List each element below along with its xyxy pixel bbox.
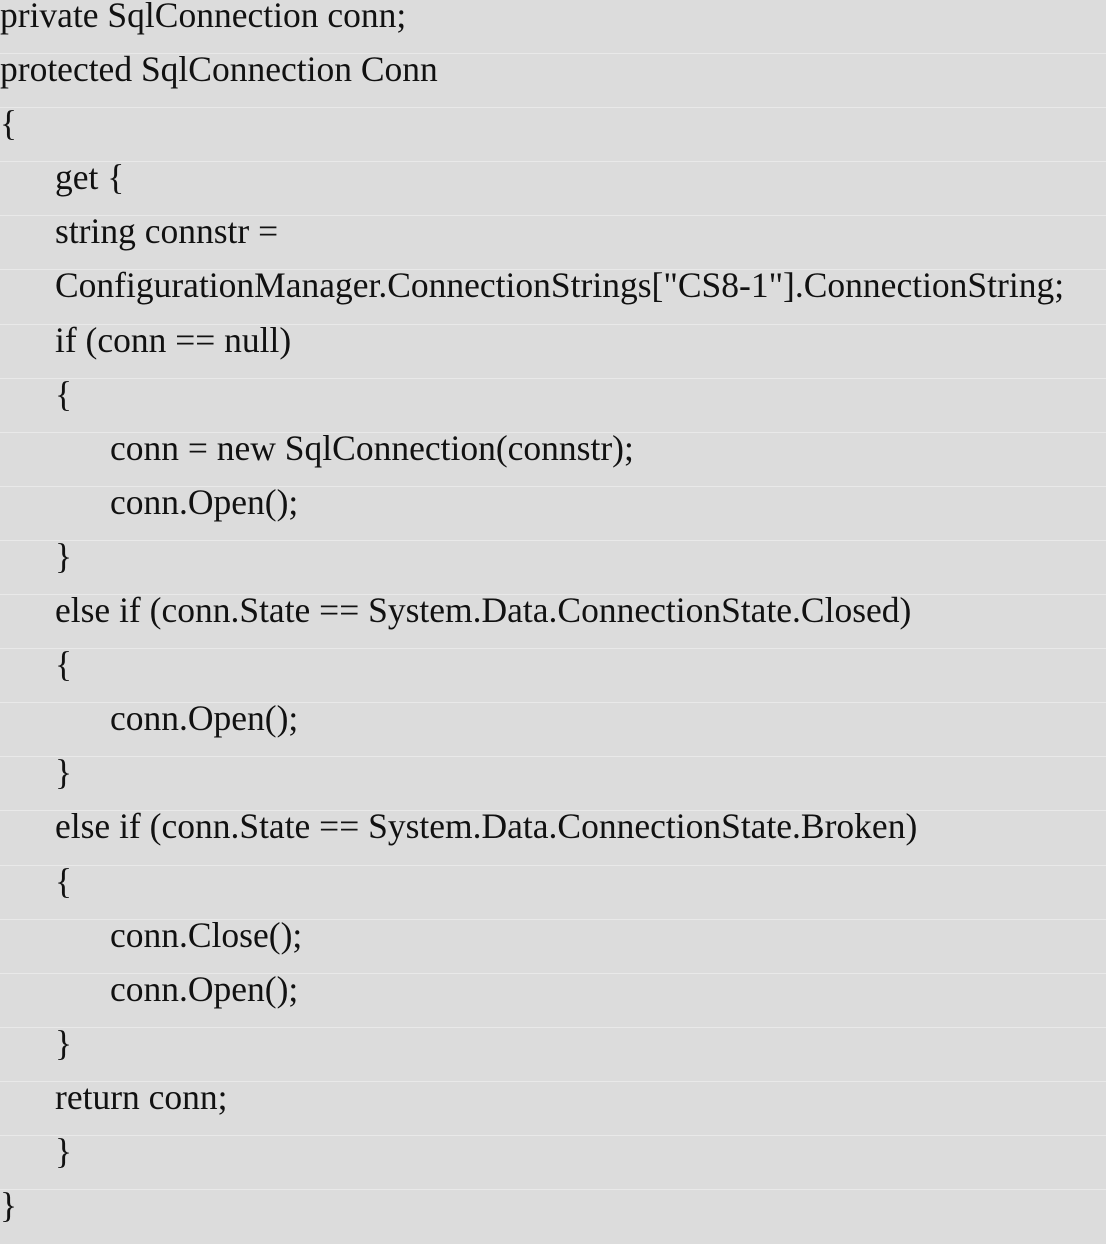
code-line-text: ConfigurationManager.ConnectionStrings["CS8-1"].ConnectionString; [55,265,1065,306]
code-line-text: conn.Open(); [110,968,299,1009]
code-line-text: conn.Open(); [110,481,299,522]
code-line-text: if (conn == null) [55,319,292,360]
code-line-text: } [55,1022,73,1063]
code-line [0,698,1106,757]
code-line [0,49,1106,108]
code-line [0,968,1106,1028]
code-line-text: } [55,1130,73,1171]
code-line-text: get { [55,157,125,198]
code-line-text: { [55,373,73,414]
code-line [0,157,1106,216]
code-line [0,0,1106,54]
code-line [0,211,1106,270]
code-line-text: } [55,535,73,576]
code-line-text: return conn; [55,1076,228,1117]
code-line [0,427,1106,487]
code-line [0,1076,1106,1136]
code-line-text: conn.Open(); [110,698,299,739]
code-line-text: else if (conn.State == System.Data.ConnectionState.Broken) [55,806,918,847]
code-line [0,535,1106,595]
code-line [0,373,1106,433]
code-line-text: { [55,860,73,901]
code-line-text: conn = new SqlConnection(connstr); [110,427,634,468]
code-line [0,319,1106,379]
code-line-text: private SqlConnection conn; [0,0,407,35]
code-line [0,1022,1106,1082]
code-line [0,103,1106,162]
code-line [0,1185,1106,1244]
code-line [0,914,1106,974]
code-line-text: protected SqlConnection Conn [0,49,438,90]
code-line-text: { [0,103,18,144]
code-line-text: string connstr = [55,211,279,252]
code-line [0,860,1106,920]
code-line [0,752,1106,811]
code-line-text: } [55,752,73,793]
code-line-text: { [55,644,73,685]
code-line-text: conn.Close(); [110,914,303,955]
code-line [0,590,1106,649]
code-line-text: else if (conn.State == System.Data.ConnectionState.Closed) [55,590,912,631]
code-line [0,644,1106,703]
code-line [0,806,1106,865]
code-line-text: } [0,1185,18,1226]
code-line [0,1130,1106,1190]
code-line [0,481,1106,541]
code-line [0,265,1106,324]
